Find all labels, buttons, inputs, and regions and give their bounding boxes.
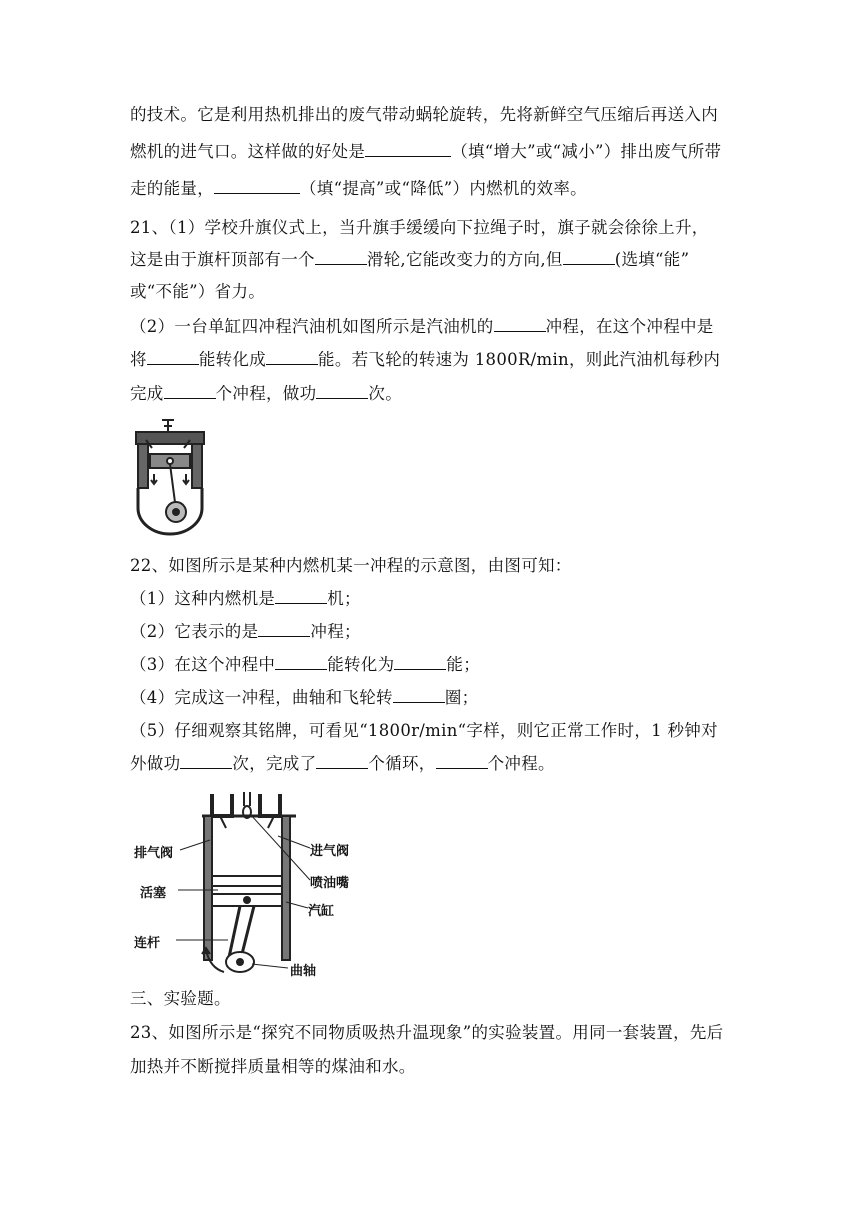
answer-blank[interactable] [436,754,488,769]
answer-blank[interactable] [266,350,318,365]
q21-line-1: 21、（1）学校升旗仪式上，当升旗手缓缓向下拉绳子时，旗子就会徐徐上升， [130,218,709,237]
answer-blank[interactable] [315,250,367,265]
answer-blank[interactable] [214,179,300,194]
q22-part-1: （1）这种内燃机是 机； [130,589,361,608]
label-exhaust-valve: 排气阀 [134,846,174,861]
q23-line-1: 23、如图所示是“探究不同物质吸热升温现象”的实验装置。用同一套装置，先后 [130,1023,724,1042]
answer-blank[interactable] [180,754,232,769]
answer-blank[interactable] [393,688,445,703]
q22-line-1: 22、如图所示是某种内燃机某一冲程的示意图，由图可知： [130,556,572,575]
answer-blank[interactable] [275,655,327,670]
answer-blank[interactable] [258,622,310,637]
q22-part-4: （4）完成这一冲程，曲轴和飞轮转 圈； [130,688,479,707]
label-crankshaft: 曲轴 [290,964,317,979]
answer-blank[interactable] [164,384,216,399]
q21-line-3: 或“不能”）省力。 [130,282,266,301]
label-fuel-nozzle: 喷油嘴 [310,876,350,891]
answer-blank[interactable] [394,655,446,670]
q21-line-2: 这是由于旗杆顶部有一个 滑轮,它能改变力的方向,但 (选填“能” [130,250,690,269]
answer-blank[interactable] [365,142,451,157]
q22-part-5: （5）仔细观察其铭牌，可看见“1800r/min“字样，则它正常工作时，1 秒钟对 [130,721,718,740]
section-3-heading: 三、实验题。 [130,989,231,1008]
answer-blank[interactable] [316,754,368,769]
gasoline-engine-figure [128,418,212,536]
label-connecting-rod: 连杆 [134,936,161,951]
q21-line-5: 将 能转化成 能。若飞轮的转速为 1800R/min，则此汽油机每秒内 [130,350,721,369]
answer-blank[interactable] [494,317,546,332]
q23-line-2: 加热并不断搅拌质量相等的煤油和水。 [130,1057,416,1076]
intro-line-3: 走的能量， （填“提高”或“降低”）内燃机的效率。 [130,179,587,198]
intro-line-2: 燃机的进气口。这样做的好处是 （填“增大”或“减小”）排出废气所带 [130,142,722,161]
label-piston: 活塞 [140,886,167,901]
answer-blank[interactable] [147,350,199,365]
answer-blank[interactable] [563,250,615,265]
q22-part-6: 外做功 次，完成了 个循环， 个冲程。 [130,754,555,773]
diesel-engine-figure [128,790,368,980]
intro-line-1: 的技术。它是利用热机排出的废气带动蜗轮旋转，先将新鲜空气压缩后再送入内 [130,105,718,124]
answer-blank[interactable] [316,384,368,399]
label-intake-valve: 进气阀 [310,844,350,859]
q22-part-2: （2）它表示的是 冲程； [130,622,361,641]
answer-blank[interactable] [275,589,327,604]
label-cylinder: 汽缸 [308,904,335,919]
q21-line-6: 完成 个冲程，做功 次。 [130,384,403,403]
q21-line-4: （2）一台单缸四冲程汽油机如图所示是汽油机的 冲程，在这个冲程中是 [130,317,714,336]
q22-part-3: （3）在这个冲程中 能转化为 能； [130,655,481,674]
